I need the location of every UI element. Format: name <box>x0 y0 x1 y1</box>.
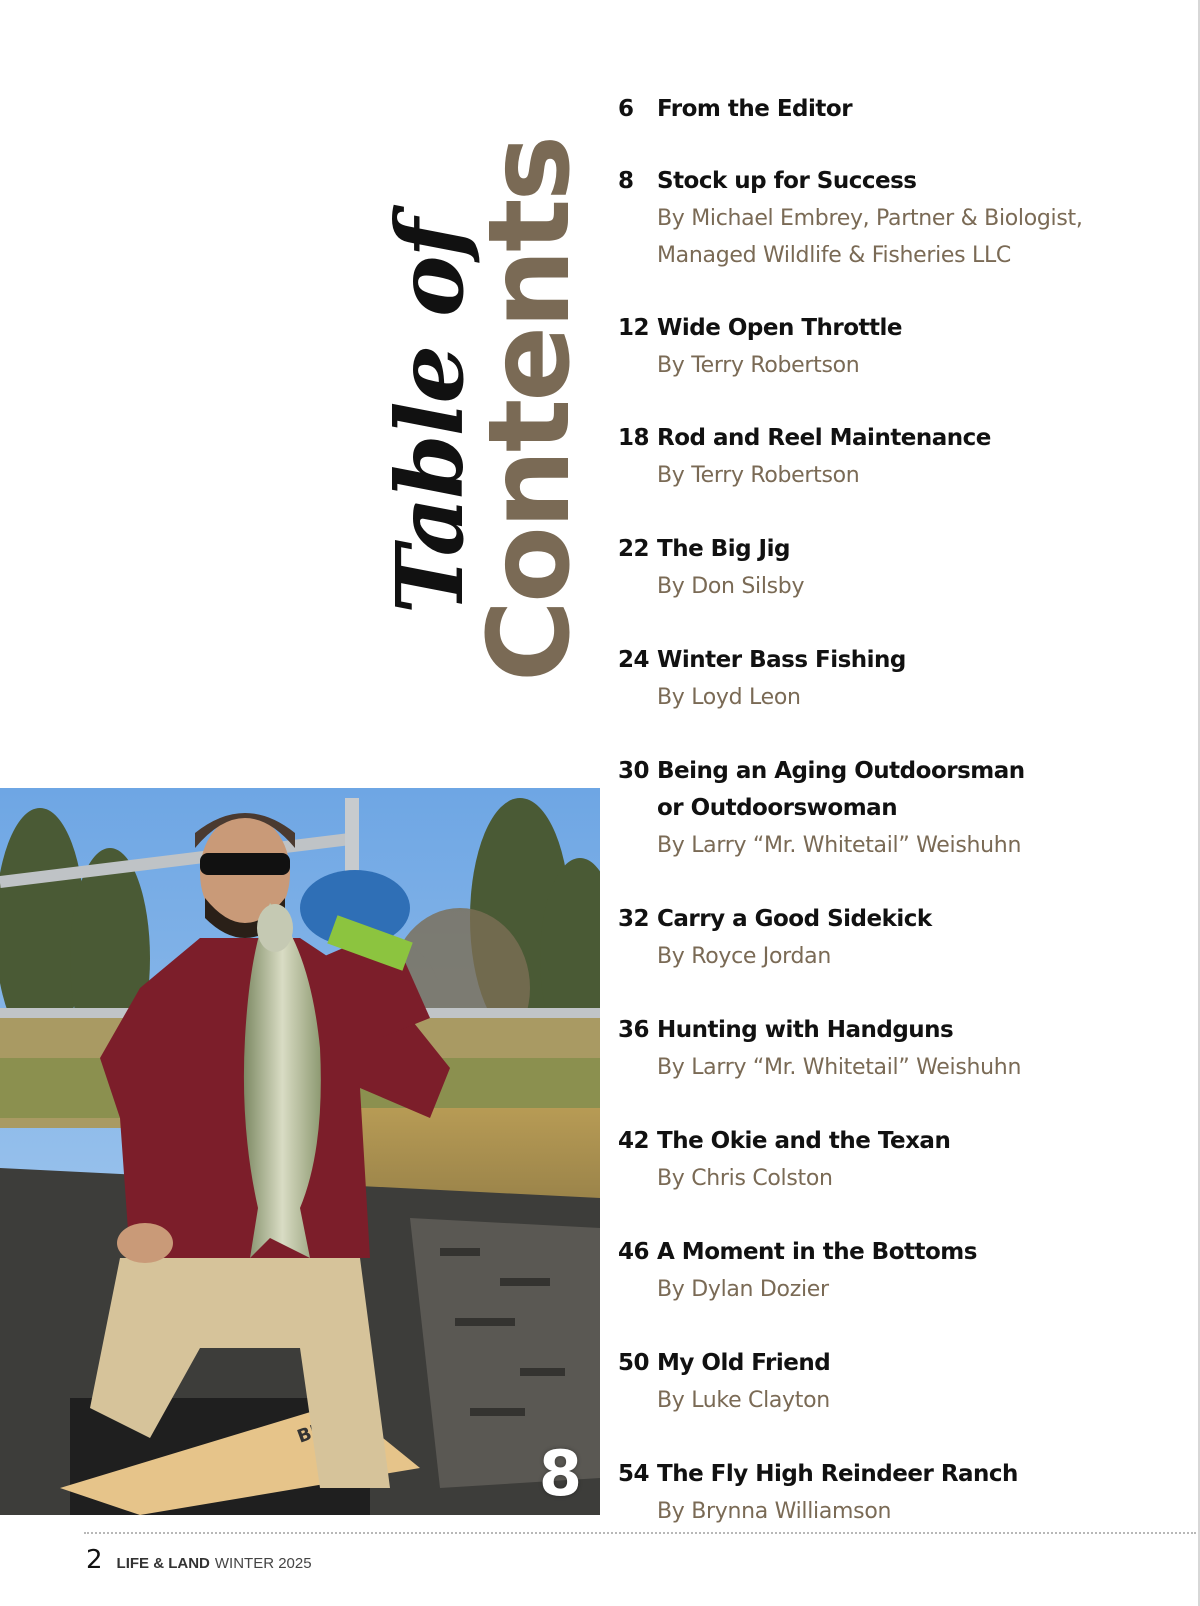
toc-byline: By Larry “Mr. Whitetail” Weishuhn <box>657 833 1022 858</box>
toc-article-title: Carry a Good Sidekick <box>657 906 932 932</box>
toc-page-number: 54 <box>618 1461 650 1487</box>
toc-entry[interactable] <box>618 642 1178 716</box>
toc-entry[interactable] <box>618 753 1178 864</box>
toc-byline: By Luke Clayton <box>657 1388 830 1413</box>
toc-page-number: 8 <box>618 168 634 194</box>
toc-article-title: Being an Aging Outdoorsman <box>657 758 1025 784</box>
toc-byline: By Terry Robertson <box>657 353 860 378</box>
page-footer <box>86 1545 312 1575</box>
toc-byline: By Terry Robertson <box>657 463 860 488</box>
toc-page-number: 32 <box>618 906 650 932</box>
title-script-line: Table of <box>376 219 484 615</box>
title-main-line: Contents <box>465 137 595 683</box>
toc-page-number: 12 <box>618 315 650 341</box>
toc-article-title: The Fly High Reindeer Ranch <box>657 1461 1018 1487</box>
toc-entry[interactable] <box>618 531 1178 605</box>
toc-entry[interactable] <box>618 1012 1178 1086</box>
toc-byline: By Loyd Leon <box>657 685 801 710</box>
toc-article-title: The Big Jig <box>657 536 790 562</box>
toc-page-number: 22 <box>618 536 650 562</box>
toc-entry[interactable] <box>618 420 1178 494</box>
toc-byline: By Michael Embrey, Partner & Biologist, <box>657 206 1083 231</box>
toc-page-number: 36 <box>618 1017 650 1043</box>
toc-byline: Managed Wildlife & Fisheries LLC <box>657 243 1011 268</box>
toc-entry[interactable] <box>618 310 1178 384</box>
toc-article-title: The Okie and the Texan <box>657 1128 951 1154</box>
toc-entry[interactable] <box>618 1234 1178 1308</box>
photo-illustration <box>0 788 600 1515</box>
toc-article-title: Wide Open Throttle <box>657 315 902 341</box>
toc-page-number: 30 <box>618 758 650 784</box>
cover-photo-angler-with-bass <box>0 788 600 1515</box>
toc-byline: By Don Silsby <box>657 574 805 599</box>
toc-entry[interactable] <box>618 1123 1178 1197</box>
table-of-contents-title <box>330 120 610 750</box>
featured-page-number: 8 <box>538 1437 582 1510</box>
toc-entry[interactable] <box>618 1456 1178 1530</box>
toc-byline: By Dylan Dozier <box>657 1277 829 1302</box>
toc-entry[interactable] <box>618 1345 1178 1419</box>
toc-article-title: A Moment in the Bottoms <box>657 1239 977 1265</box>
toc-page-number: 18 <box>618 425 650 451</box>
toc-page-number: 46 <box>618 1239 650 1265</box>
toc-page-number: 50 <box>618 1350 650 1376</box>
toc-page-number: 24 <box>618 647 650 673</box>
toc-entry[interactable] <box>618 163 1178 274</box>
toc-page-number: 42 <box>618 1128 650 1154</box>
toc-article-title: Winter Bass Fishing <box>657 647 906 673</box>
toc-byline: By Chris Colston <box>657 1166 833 1191</box>
toc-byline: By Royce Jordan <box>657 944 832 969</box>
toc-article-title: From the Editor <box>657 96 853 122</box>
footer-publication-name: LIFE & LAND <box>116 1555 210 1572</box>
toc-byline: By Brynna Williamson <box>657 1499 892 1524</box>
footer-divider <box>84 1532 1196 1534</box>
toc-article-title: My Old Friend <box>657 1350 831 1376</box>
toc-article-title: Stock up for Success <box>657 168 917 194</box>
toc-article-title: Rod and Reel Maintenance <box>657 425 991 451</box>
toc-article-title: Hunting with Handguns <box>657 1017 954 1043</box>
footer-page-number: 2 <box>86 1545 103 1575</box>
footer-issue: WINTER 2025 <box>214 1555 312 1572</box>
toc-byline: By Larry “Mr. Whitetail” Weishuhn <box>657 1055 1022 1080</box>
toc-article-title-continued: or Outdoorswoman <box>657 795 898 821</box>
toc-entry[interactable] <box>618 91 1178 128</box>
toc-entry[interactable] <box>618 901 1178 975</box>
toc-page-number: 6 <box>618 96 634 122</box>
